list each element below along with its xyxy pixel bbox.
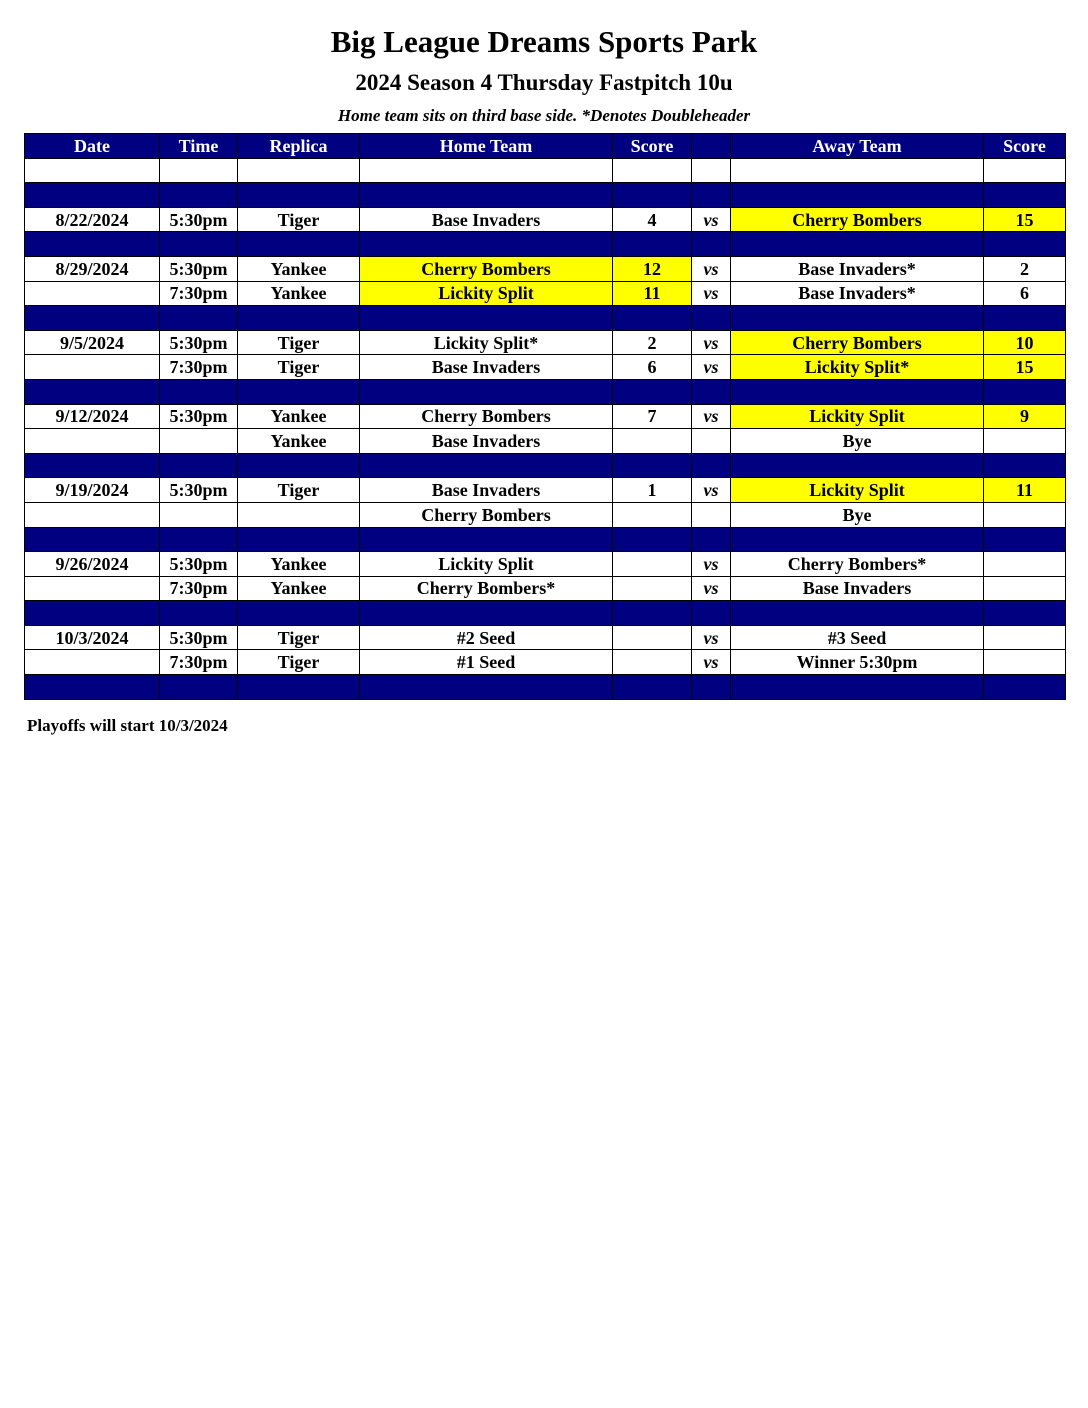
- column-header-replica: Replica: [238, 134, 360, 159]
- home-team-cell: Lickity Split*: [360, 330, 613, 355]
- empty-cell: [160, 232, 238, 257]
- home-score-cell: [613, 502, 692, 527]
- empty-cell: [984, 232, 1066, 257]
- empty-cell: [731, 601, 984, 626]
- game-row: [25, 256, 1066, 281]
- vs-cell: vs: [692, 478, 731, 503]
- time-cell: 5:30pm: [160, 330, 238, 355]
- away-team-cell: Lickity Split*: [731, 355, 984, 380]
- away-team-cell: Cherry Bombers: [731, 207, 984, 232]
- game-row: [25, 502, 1066, 527]
- empty-cell: [613, 675, 692, 700]
- vs-cell: vs: [692, 650, 731, 675]
- empty-cell: [25, 158, 160, 183]
- game-row: [25, 576, 1066, 601]
- time-cell: 7:30pm: [160, 576, 238, 601]
- home-team-cell: Base Invaders: [360, 355, 613, 380]
- replica-cell: Yankee: [238, 429, 360, 454]
- empty-cell: [25, 379, 160, 404]
- empty-cell: [160, 675, 238, 700]
- vs-cell: [692, 429, 731, 454]
- empty-cell: [692, 675, 731, 700]
- home-score-cell: 1: [613, 478, 692, 503]
- empty-cell: [692, 379, 731, 404]
- empty-cell: [25, 183, 160, 208]
- empty-cell: [984, 306, 1066, 331]
- spacer-row: [25, 183, 1066, 208]
- empty-cell: [984, 158, 1066, 183]
- date-cell: [25, 650, 160, 675]
- empty-cell: [360, 306, 613, 331]
- game-row: [25, 330, 1066, 355]
- date-cell: [25, 502, 160, 527]
- spacer-row: [25, 379, 1066, 404]
- column-header-home-score: Score: [613, 134, 692, 159]
- replica-cell: Tiger: [238, 355, 360, 380]
- replica-cell: [238, 502, 360, 527]
- column-header-date: Date: [25, 134, 160, 159]
- away-score-cell: [984, 502, 1066, 527]
- game-row: [25, 650, 1066, 675]
- time-cell: [160, 502, 238, 527]
- home-score-cell: 2: [613, 330, 692, 355]
- column-header-vs: [692, 134, 731, 159]
- empty-cell: [613, 183, 692, 208]
- away-team-cell: Bye: [731, 429, 984, 454]
- date-cell: 8/22/2024: [25, 207, 160, 232]
- home-team-cell: Lickity Split: [360, 281, 613, 306]
- vs-cell: vs: [692, 256, 731, 281]
- empty-cell: [238, 379, 360, 404]
- page-title: Big League Dreams Sports Park: [330, 24, 758, 59]
- home-team-cell: Cherry Bombers*: [360, 576, 613, 601]
- empty-cell: [731, 453, 984, 478]
- empty-cell: [692, 601, 731, 626]
- time-cell: 5:30pm: [160, 404, 238, 429]
- away-score-cell: 9: [984, 404, 1066, 429]
- date-cell: 9/5/2024: [25, 330, 160, 355]
- empty-cell: [360, 158, 613, 183]
- game-row: [25, 625, 1066, 650]
- home-score-cell: 11: [613, 281, 692, 306]
- empty-cell: [160, 158, 238, 183]
- time-cell: 5:30pm: [160, 552, 238, 577]
- game-row: [25, 355, 1066, 380]
- home-score-cell: [613, 576, 692, 601]
- game-row: [25, 552, 1066, 577]
- vs-cell: vs: [692, 404, 731, 429]
- vs-cell: vs: [692, 281, 731, 306]
- empty-cell: [25, 527, 160, 552]
- away-team-cell: Base Invaders*: [731, 256, 984, 281]
- away-team-cell: Cherry Bombers: [731, 330, 984, 355]
- empty-cell: [25, 232, 160, 257]
- home-team-cell: Base Invaders: [360, 429, 613, 454]
- empty-cell: [731, 232, 984, 257]
- away-team-cell: Base Invaders: [731, 576, 984, 601]
- replica-cell: Tiger: [238, 650, 360, 675]
- away-team-cell: #3 Seed: [731, 625, 984, 650]
- empty-cell: [238, 675, 360, 700]
- vs-cell: vs: [692, 576, 731, 601]
- column-header-away-score: Score: [984, 134, 1066, 159]
- away-score-cell: [984, 552, 1066, 577]
- empty-cell: [984, 183, 1066, 208]
- empty-cell: [238, 306, 360, 331]
- empty-cell: [160, 601, 238, 626]
- date-cell: [25, 281, 160, 306]
- date-cell: 8/29/2024: [25, 256, 160, 281]
- away-score-cell: 2: [984, 256, 1066, 281]
- home-team-cell: Cherry Bombers: [360, 502, 613, 527]
- game-row: [25, 207, 1066, 232]
- spacer-row: [25, 675, 1066, 700]
- time-cell: 5:30pm: [160, 256, 238, 281]
- empty-cell: [731, 183, 984, 208]
- empty-cell: [692, 158, 731, 183]
- home-score-cell: [613, 625, 692, 650]
- empty-cell: [360, 601, 613, 626]
- time-cell: [160, 429, 238, 454]
- home-score-cell: [613, 552, 692, 577]
- away-score-cell: [984, 429, 1066, 454]
- date-cell: [25, 429, 160, 454]
- empty-cell: [360, 183, 613, 208]
- replica-cell: Yankee: [238, 281, 360, 306]
- vs-cell: vs: [692, 355, 731, 380]
- away-team-cell: Bye: [731, 502, 984, 527]
- empty-cell: [25, 306, 160, 331]
- home-score-cell: 6: [613, 355, 692, 380]
- empty-cell: [360, 453, 613, 478]
- home-team-cell: Base Invaders: [360, 478, 613, 503]
- replica-cell: Yankee: [238, 404, 360, 429]
- spacer-row: [25, 453, 1066, 478]
- time-cell: 5:30pm: [160, 625, 238, 650]
- away-team-cell: Base Invaders*: [731, 281, 984, 306]
- away-score-cell: 6: [984, 281, 1066, 306]
- footer-note: Playoffs will start 10/3/2024: [27, 716, 228, 735]
- schedule-note: Home team sits on third base side. *Denotes Doubleheader: [337, 106, 751, 125]
- empty-cell: [692, 232, 731, 257]
- empty-cell: [692, 183, 731, 208]
- empty-cell: [692, 527, 731, 552]
- schedule-body: [25, 158, 1066, 699]
- vs-cell: vs: [692, 330, 731, 355]
- table-header-row: [25, 134, 1066, 159]
- empty-cell: [731, 306, 984, 331]
- empty-cell: [984, 453, 1066, 478]
- empty-cell: [360, 232, 613, 257]
- empty-cell: [25, 601, 160, 626]
- away-score-cell: [984, 576, 1066, 601]
- empty-cell: [613, 527, 692, 552]
- empty-cell: [613, 158, 692, 183]
- page-subtitle: 2024 Season 4 Thursday Fastpitch 10u: [355, 70, 733, 95]
- schedule-table: [24, 133, 1066, 700]
- time-cell: 7:30pm: [160, 281, 238, 306]
- away-score-cell: [984, 625, 1066, 650]
- time-cell: 7:30pm: [160, 355, 238, 380]
- home-team-cell: Cherry Bombers: [360, 256, 613, 281]
- away-team-cell: Lickity Split: [731, 478, 984, 503]
- empty-cell: [613, 306, 692, 331]
- empty-cell: [25, 453, 160, 478]
- empty-cell: [238, 183, 360, 208]
- empty-cell: [984, 379, 1066, 404]
- column-header-away-team: Away Team: [731, 134, 984, 159]
- empty-cell: [731, 379, 984, 404]
- home-score-cell: 12: [613, 256, 692, 281]
- date-cell: 9/12/2024: [25, 404, 160, 429]
- empty-cell: [984, 601, 1066, 626]
- time-cell: 7:30pm: [160, 650, 238, 675]
- replica-cell: Tiger: [238, 625, 360, 650]
- replica-cell: Yankee: [238, 256, 360, 281]
- date-cell: [25, 576, 160, 601]
- empty-cell: [160, 379, 238, 404]
- date-cell: 9/19/2024: [25, 478, 160, 503]
- empty-cell: [360, 379, 613, 404]
- empty-cell: [731, 158, 984, 183]
- home-score-cell: 4: [613, 207, 692, 232]
- away-score-cell: 11: [984, 478, 1066, 503]
- column-header-time: Time: [160, 134, 238, 159]
- away-score-cell: 15: [984, 355, 1066, 380]
- empty-cell: [160, 183, 238, 208]
- empty-cell: [360, 675, 613, 700]
- game-row: [25, 281, 1066, 306]
- empty-cell: [238, 453, 360, 478]
- home-team-cell: #2 Seed: [360, 625, 613, 650]
- game-row: [25, 404, 1066, 429]
- empty-cell: [984, 527, 1066, 552]
- time-cell: 5:30pm: [160, 478, 238, 503]
- spacer-row: [25, 601, 1066, 626]
- home-score-cell: [613, 650, 692, 675]
- vs-cell: vs: [692, 552, 731, 577]
- empty-cell: [692, 306, 731, 331]
- away-team-cell: Lickity Split: [731, 404, 984, 429]
- home-team-cell: Cherry Bombers: [360, 404, 613, 429]
- away-score-cell: 15: [984, 207, 1066, 232]
- home-team-cell: Base Invaders: [360, 207, 613, 232]
- empty-cell: [692, 453, 731, 478]
- away-score-cell: [984, 650, 1066, 675]
- away-team-cell: Cherry Bombers*: [731, 552, 984, 577]
- empty-cell: [160, 527, 238, 552]
- date-cell: [25, 355, 160, 380]
- away-score-cell: 10: [984, 330, 1066, 355]
- replica-cell: Tiger: [238, 207, 360, 232]
- spacer-row: [25, 306, 1066, 331]
- blank-row: [25, 158, 1066, 183]
- replica-cell: Tiger: [238, 478, 360, 503]
- empty-cell: [731, 527, 984, 552]
- home-team-cell: Lickity Split: [360, 552, 613, 577]
- empty-cell: [731, 675, 984, 700]
- vs-cell: [692, 502, 731, 527]
- empty-cell: [238, 158, 360, 183]
- empty-cell: [613, 232, 692, 257]
- empty-cell: [360, 527, 613, 552]
- empty-cell: [238, 527, 360, 552]
- vs-cell: vs: [692, 625, 731, 650]
- date-cell: 9/26/2024: [25, 552, 160, 577]
- away-team-cell: Winner 5:30pm: [731, 650, 984, 675]
- time-cell: 5:30pm: [160, 207, 238, 232]
- empty-cell: [160, 453, 238, 478]
- replica-cell: Yankee: [238, 576, 360, 601]
- empty-cell: [613, 453, 692, 478]
- empty-cell: [160, 306, 238, 331]
- vs-cell: vs: [692, 207, 731, 232]
- empty-cell: [25, 675, 160, 700]
- spacer-row: [25, 232, 1066, 257]
- home-score-cell: [613, 429, 692, 454]
- column-header-home-team: Home Team: [360, 134, 613, 159]
- date-cell: 10/3/2024: [25, 625, 160, 650]
- empty-cell: [238, 232, 360, 257]
- replica-cell: Tiger: [238, 330, 360, 355]
- game-row: [25, 429, 1066, 454]
- game-row: [25, 478, 1066, 503]
- empty-cell: [984, 675, 1066, 700]
- replica-cell: Yankee: [238, 552, 360, 577]
- home-score-cell: 7: [613, 404, 692, 429]
- spacer-row: [25, 527, 1066, 552]
- empty-cell: [613, 601, 692, 626]
- home-team-cell: #1 Seed: [360, 650, 613, 675]
- empty-cell: [613, 379, 692, 404]
- empty-cell: [238, 601, 360, 626]
